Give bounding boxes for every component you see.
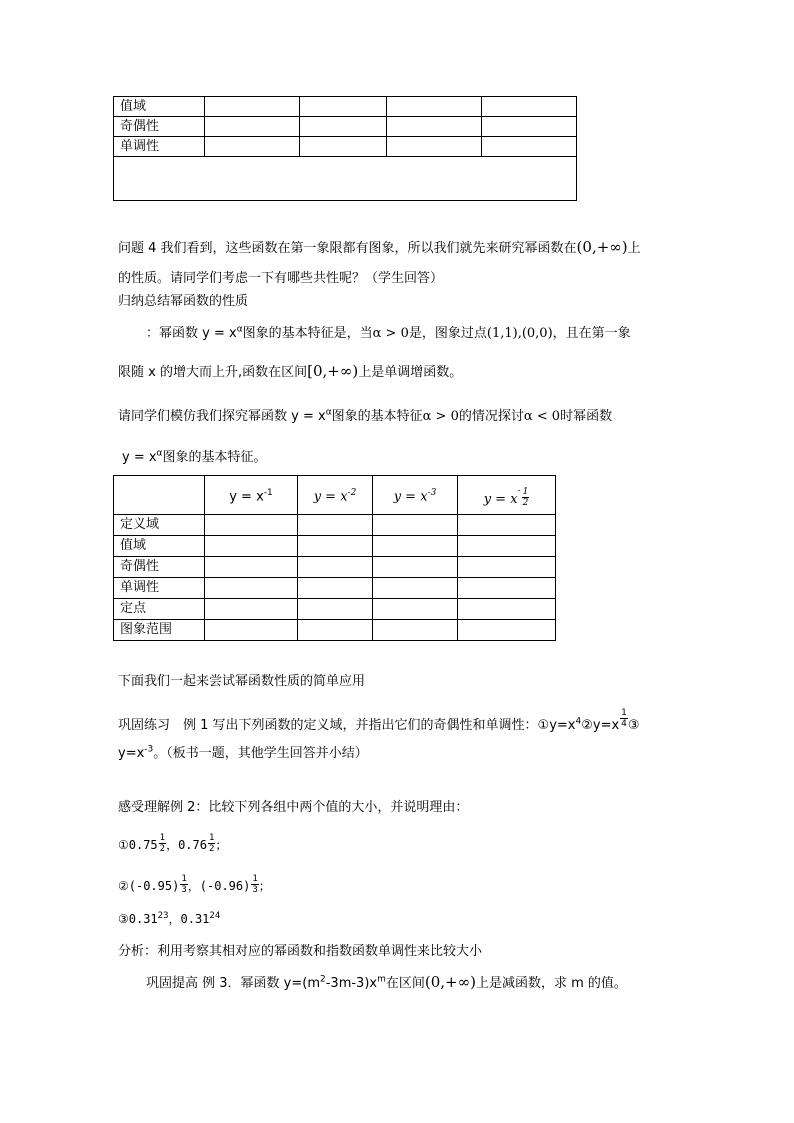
text: ③ — [627, 718, 640, 733]
exponent-sign: - — [517, 485, 521, 496]
apply-heading: 下面我们一起来尝试幂函数性质的简单应用 — [118, 674, 366, 689]
table-row — [114, 515, 556, 536]
text: ③0.31 — [118, 912, 158, 926]
text: ； — [215, 838, 228, 852]
text: 限随 x 的增大而上升,函数在区间 — [118, 365, 308, 380]
table-cell — [298, 515, 373, 536]
example-1-line-2 — [118, 742, 368, 761]
text: -3m-3)x — [325, 976, 378, 991]
numerator: 1 — [252, 874, 258, 884]
text: y = x — [483, 491, 518, 507]
text: y=x — [118, 746, 145, 761]
exponent: -2 — [347, 487, 357, 498]
table-cell — [373, 557, 458, 578]
exponent: -1 — [263, 487, 273, 498]
numerator: 1 — [208, 833, 215, 843]
table-cell — [300, 97, 387, 117]
example-3 — [146, 972, 627, 991]
text: y = x — [313, 489, 348, 505]
exponent: 4 — [575, 716, 582, 727]
text: ②(-0.95) — [118, 879, 180, 893]
header-cell — [373, 476, 458, 515]
table-cell — [298, 536, 373, 557]
table-cell — [458, 536, 556, 557]
table-cell — [387, 97, 482, 117]
header-cell — [205, 476, 298, 515]
question-4-line-1 — [118, 237, 641, 256]
table-row — [114, 620, 556, 641]
numerator: 1 — [181, 874, 187, 884]
exponent: α — [325, 407, 332, 418]
fraction-exponent — [620, 708, 628, 729]
table-row — [114, 117, 577, 137]
imitate-line-1 — [118, 405, 612, 424]
text: 。（板书一题，其他学生回答并小结） — [153, 746, 368, 761]
table-cell — [482, 97, 577, 117]
row-label: 奇偶性 — [114, 117, 205, 137]
row-label: 值域 — [114, 97, 205, 117]
table-cell — [205, 536, 298, 557]
properties-table-1 — [113, 96, 577, 201]
text: 是，图象过点 — [408, 326, 487, 341]
table-cell — [387, 137, 482, 157]
table-cell — [298, 620, 373, 641]
properties-table-2 — [113, 475, 556, 641]
denominator: 4 — [621, 719, 627, 729]
text: 上 — [627, 241, 641, 256]
denominator: 3 — [181, 885, 187, 895]
table-cell-merged — [114, 157, 577, 201]
table-cell — [298, 599, 373, 620]
example-1-line-1 — [118, 708, 640, 733]
denominator: 2 — [159, 844, 166, 854]
condition: α < 0 — [523, 409, 561, 424]
fraction-exponent — [251, 874, 258, 895]
denominator: 3 — [252, 885, 258, 895]
table-cell — [373, 515, 458, 536]
header-cell — [298, 476, 373, 515]
table-row — [114, 97, 577, 117]
row-label: 单调性 — [114, 578, 205, 599]
table-cell — [300, 137, 387, 157]
text: 图象的基本特征是，当 — [242, 326, 373, 341]
table-cell — [373, 620, 458, 641]
exponent: α — [236, 324, 243, 335]
text: ，(-0.96) — [187, 879, 251, 893]
table-cell — [298, 557, 373, 578]
table-cell — [205, 578, 298, 599]
table-cell — [373, 578, 458, 599]
row-label: 奇偶性 — [114, 557, 205, 578]
exponent: -3 — [144, 744, 154, 755]
table-cell — [482, 137, 577, 157]
text: 时幂函数 — [560, 409, 613, 424]
analysis-text: 分析：利用考察其相对应的幂函数和指数函数单调性来比较大小 — [118, 944, 483, 959]
text: ②y=x — [581, 718, 620, 733]
summary-heading: 归纳总结幂函数的性质 — [118, 294, 249, 309]
text: ，0.76 — [166, 838, 207, 852]
text: ，0.31 — [168, 912, 210, 926]
exponent: 24 — [209, 911, 221, 921]
table-cell — [205, 137, 300, 157]
text: 图象的基本特征。 — [162, 450, 267, 465]
fraction-exponent — [522, 487, 530, 508]
table-cell — [458, 557, 556, 578]
table-cell — [205, 599, 298, 620]
exponent: 23 — [157, 911, 169, 921]
exponent: m — [377, 974, 386, 985]
example-2-item-1 — [118, 833, 227, 854]
table-cell — [482, 117, 577, 137]
exponent: α — [156, 448, 163, 459]
table-cell — [458, 599, 556, 620]
condition: α > 0 — [422, 409, 459, 424]
table-cell — [205, 557, 298, 578]
table-cell — [373, 536, 458, 557]
table-row — [114, 557, 556, 578]
text: 上是单调增函数。 — [358, 365, 463, 380]
text: 上是减函数，求 m 的值。 — [475, 976, 627, 991]
table-cell — [300, 117, 387, 137]
condition: α > 0 — [372, 326, 409, 341]
table-row — [114, 536, 556, 557]
table-cell — [387, 117, 482, 137]
exponent: 2 — [320, 974, 326, 985]
table-cell — [205, 97, 300, 117]
table-cell — [205, 515, 298, 536]
points: (1,1),(0,0) — [486, 326, 553, 341]
text: y = x — [122, 450, 157, 465]
table-cell — [298, 578, 373, 599]
interval: (0,+∞) — [424, 973, 476, 991]
table-cell — [458, 515, 556, 536]
interval: (0,+∞) — [576, 238, 628, 256]
numerator: 1 — [621, 708, 627, 718]
table-cell — [458, 578, 556, 599]
text: 请同学们模仿我们探究幂函数 y = x — [118, 409, 326, 424]
row-label: 值域 — [114, 536, 205, 557]
table-cell — [373, 599, 458, 620]
table-row — [114, 578, 556, 599]
table-header-row — [114, 476, 556, 515]
table-row — [114, 137, 577, 157]
row-label: 定点 — [114, 599, 205, 620]
row-label: 单调性 — [114, 137, 205, 157]
header-cell-empty — [114, 476, 205, 515]
example-2-heading: 感受理解例 2：比较下列各组中两个值的大小，并说明理由： — [118, 800, 469, 815]
header-cell — [458, 476, 556, 515]
row-label: 图象范围 — [114, 620, 205, 641]
fraction-exponent — [180, 874, 187, 895]
denominator: 2 — [522, 497, 529, 508]
example-2-item-3 — [118, 910, 220, 927]
text: 图象的基本特征 — [331, 409, 423, 424]
text: ，且在第一象 — [552, 326, 631, 341]
text: 巩固提高 例 3．幂函数 y=(m — [146, 976, 320, 991]
interval: [0,+∞) — [307, 362, 359, 380]
text: y = x — [393, 489, 428, 505]
table-cell — [205, 117, 300, 137]
table-cell — [205, 620, 298, 641]
text: 的情况探讨 — [458, 409, 524, 424]
text: 问题 4 我们看到，这些函数在第一象限都有图象，所以我们就先来研究幂函数在 — [118, 241, 577, 256]
exponent: -3 — [427, 487, 437, 498]
question-4-line-2: 的性质。请同学们考虑一下有哪些共性呢？（学生回答） — [118, 271, 444, 286]
numerator: 1 — [159, 833, 166, 843]
text: ； — [258, 879, 271, 893]
text: 巩固练习 例 1 写出下列函数的定义域，并指出它们的奇偶性和单调性：①y=x — [118, 718, 576, 733]
feature-line-1 — [146, 322, 631, 341]
text: ：幂函数 y = x — [146, 326, 237, 341]
denominator: 2 — [208, 844, 215, 854]
table-cell — [458, 620, 556, 641]
numerator: 1 — [522, 486, 529, 497]
row-label: 定义域 — [114, 515, 205, 536]
table-row — [114, 157, 577, 201]
imitate-line-2 — [122, 446, 267, 465]
feature-line-2 — [118, 361, 462, 380]
fraction-exponent — [159, 833, 166, 854]
text: 在区间 — [385, 976, 425, 991]
example-2-item-2 — [118, 874, 271, 895]
text: ①0.75 — [118, 838, 158, 852]
table-row — [114, 599, 556, 620]
text: y = x — [229, 489, 264, 505]
